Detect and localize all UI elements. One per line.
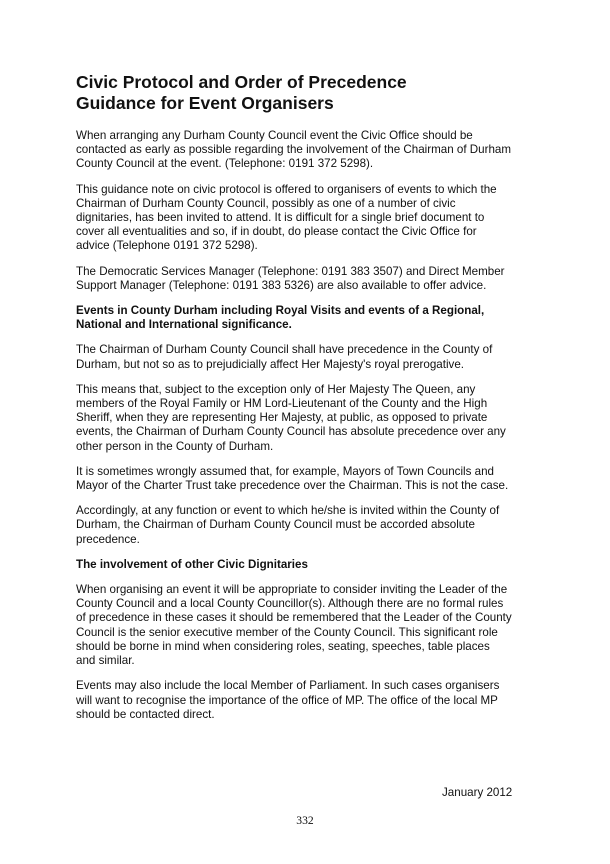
text-line: precedence. — [76, 532, 140, 546]
document-title — [76, 72, 536, 114]
paragraph-royal-exception — [76, 383, 536, 454]
document-date: January 2012 — [442, 786, 513, 799]
heading-other-civic-dignitaries — [76, 558, 536, 572]
text-line: Accordingly, at any function or event to which he/she is invited within the County of — [76, 504, 500, 518]
text-line: The Democratic Services Manager (Telephone: 0191 383 3507) and Direct Member — [76, 264, 505, 278]
text-line: should be borne in mind when considering roles, seating, speeches, table places — [76, 639, 490, 653]
text-line: It is sometimes wrongly assumed that, for example, Mayors of Town Councils and — [76, 464, 494, 478]
title-line-1: Civic Protocol and Order of Precedence — [76, 72, 407, 92]
text-line: This guidance note on civic protocol is offered to organisers of events to which the — [76, 182, 497, 196]
text-line: Durham, the Chairman of Durham County Council must be accorded absolute — [76, 518, 475, 532]
text-line: Events may also include the local Member of Parliament. In such cases organisers — [76, 679, 500, 693]
text-line: and similar. — [76, 654, 135, 668]
text-line: Council is the senior executive member of the County Council. This significant role — [76, 625, 498, 639]
text-line: events, the Chairman of Durham County Council has absolute precedence over any — [76, 425, 506, 439]
text-line: Support Manager (Telephone: 0191 383 5326) are also available to offer advice. — [76, 278, 487, 292]
document-body — [76, 72, 536, 733]
text-line: should be contacted direct. — [76, 707, 215, 721]
text-line: contacted as early as possible regarding the involvement of the Chairman of Durham — [76, 143, 511, 157]
paragraph-managers-advice — [76, 265, 536, 293]
text-line: other person in the County of Durham. — [76, 439, 274, 453]
heading-events-in-county-durham — [76, 304, 536, 332]
text-line: When organising an event it will be appropriate to consider inviting the Leader of the — [76, 583, 508, 597]
text-line: will want to recognise the importance of the office of MP. The office of the local MP — [76, 693, 498, 707]
text-line: County Council at the event. (Telephone: 0191 372 5298). — [76, 157, 374, 171]
heading-line: The involvement of other Civic Dignitaries — [76, 557, 308, 571]
text-line: This means that, subject to the exception only of Her Majesty The Queen, any — [76, 382, 476, 396]
title-line-2: Guidance for Event Organisers — [76, 93, 334, 113]
text-line: members of the Royal Family or HM Lord-Lieutenant of the County and the High — [76, 397, 488, 411]
text-line: of precedence in these cases it should be remembered that the Leader of the County — [76, 611, 512, 625]
heading-line: National and International significance. — [76, 318, 292, 332]
paragraph-guidance-note — [76, 183, 536, 254]
text-line: County Council and a local County Councillor(s). Although there are no formal rules — [76, 597, 504, 611]
heading-line: Events in County Durham including Royal Visits and events of a Regional, — [76, 304, 485, 318]
paragraph-civic-office-contact — [76, 129, 536, 172]
paragraph-chairman-precedence — [76, 343, 536, 371]
paragraph-leader-and-councillors — [76, 583, 536, 668]
text-line: Durham, but not so as to prejudicially affect Her Majesty's royal prerogative. — [76, 357, 464, 371]
page-number: 332 — [296, 814, 314, 827]
text-line: Chairman of Durham County Council, possibly as one of a number of civic — [76, 196, 456, 210]
paragraph-mayors-assumption — [76, 465, 536, 493]
text-line: dignitaries, has been invited to attend. It is difficult for a single brief document to — [76, 211, 485, 225]
text-line: Sheriff, when they are representing Her Majesty, at public, as opposed to private — [76, 411, 488, 425]
paragraph-member-of-parliament — [76, 679, 536, 722]
text-line: advice (Telephone 0191 372 5298). — [76, 239, 258, 253]
text-line: When arranging any Durham County Council event the Civic Office should be — [76, 129, 473, 142]
text-line: The Chairman of Durham County Council shall have precedence in the County of — [76, 343, 493, 357]
text-line: Mayor of the Charter Trust take precedence over the Chairman. This is not the case. — [76, 479, 509, 493]
text-line: cover all eventualities and so, if in doubt, do please contact the Civic Office for — [76, 225, 477, 239]
paragraph-absolute-precedence — [76, 504, 536, 547]
